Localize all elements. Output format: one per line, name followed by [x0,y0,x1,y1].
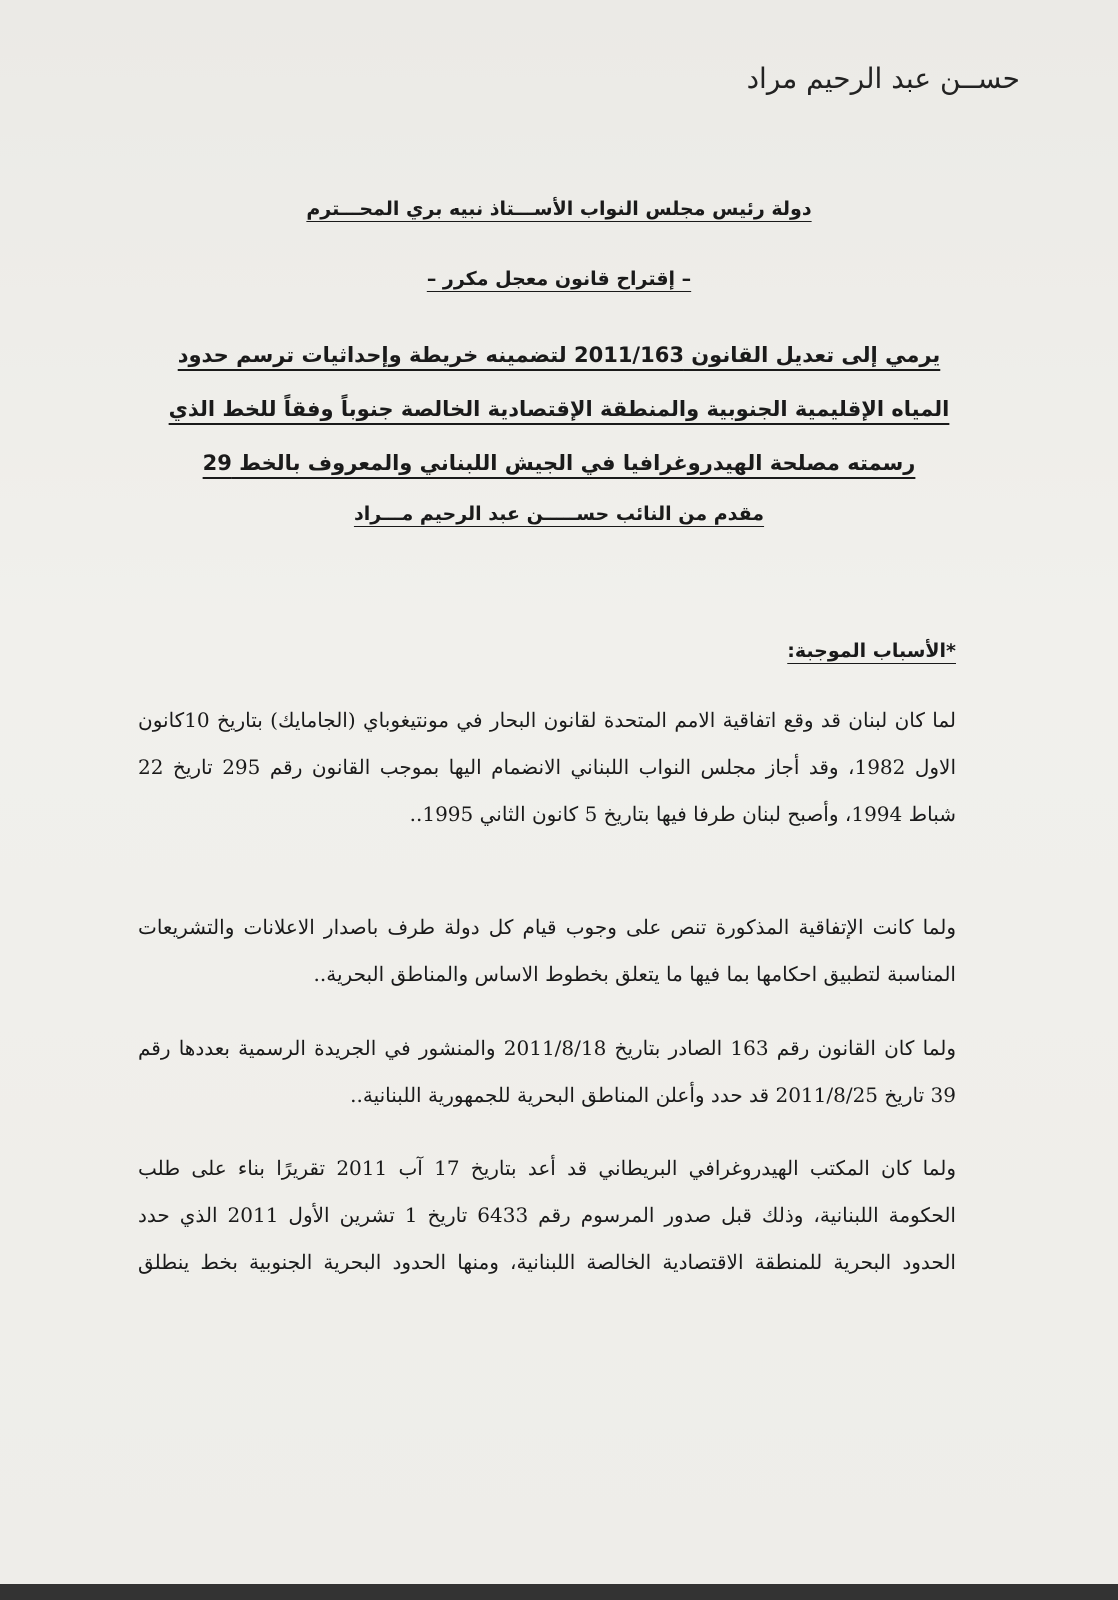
author-name: حســن عبد الرحيم مراد [746,62,1020,95]
proposal-title: – إقتراح قانون معجل مكرر – [426,268,692,290]
law-purpose: يرمي إلى تعديل القانون 2011/163 لتضمينه خريطة وإحداثيات ترسم حدود المياه الإقليمية الجنوبية والمنطقة الإقتصادية الخالصة جنوباً وفقاً للخط الذي رسمته مصلحة الهيدروغرافيا في الجيش اللبناني والمعروف بالخط 29 [168,343,950,475]
paragraph: ولما كانت الإتفاقية المذكورة تنص على وجوب قيام كل دولة طرف باصدار الاعلانات والتشريعات المناسبة لتطبيق احكامها بما فيها ما يتعلق بخطوط الاساس والمناطق البحرية.. [138,915,956,986]
bottom-edge-bar [0,1584,1118,1600]
paragraph: لما كان لبنان قد وقع اتفاقية الامم المتحدة لقانون البحار في مونتيغوباي (الجامايك) بتاريخ 10كانون الاول 1982، وقد أجاز مجلس النواب اللبناني الانضمام اليها بموجب القانون رقم 295 تاريخ 22 شباط 1994، وأصبح لبنان طرفا فيها بتاريخ 5 كانون الثاني 1995.. [138,708,957,826]
addressee-line: دولة رئيس مجلس النواب الأســـتاذ نبيه بري المحـــترم [306,198,812,220]
reasons-heading: *الأسباب الموجبة: [787,640,956,662]
paragraph: ولما كان القانون رقم 163 الصادر بتاريخ 2011/8/18 والمنشور في الجريدة الرسمية بعددها رقم 39 تاريخ 2011/8/25 قد حدد وأعلن المناطق البحرية للجمهورية اللبنانية.. [138,1036,957,1107]
submitted-by-line: مقدم من النائب حســـــن عبد الرحيم مـــراد [353,503,765,525]
paragraph: ولما كان المكتب الهيدروغرافي البريطاني قد أعد بتاريخ 17 آب 2011 تقريرًا بناء على طلب الحكومة اللبنانية، وذلك قبل صدور المرسوم رقم 6433 تاريخ 1 تشرين الأول 2011 الذي حدد الحدود البحرية للمنطقة الاقتصادية الخالصة اللبنانية، ومنها الحدود البحرية الجنوبية بخط ينطلق [138,1156,956,1274]
